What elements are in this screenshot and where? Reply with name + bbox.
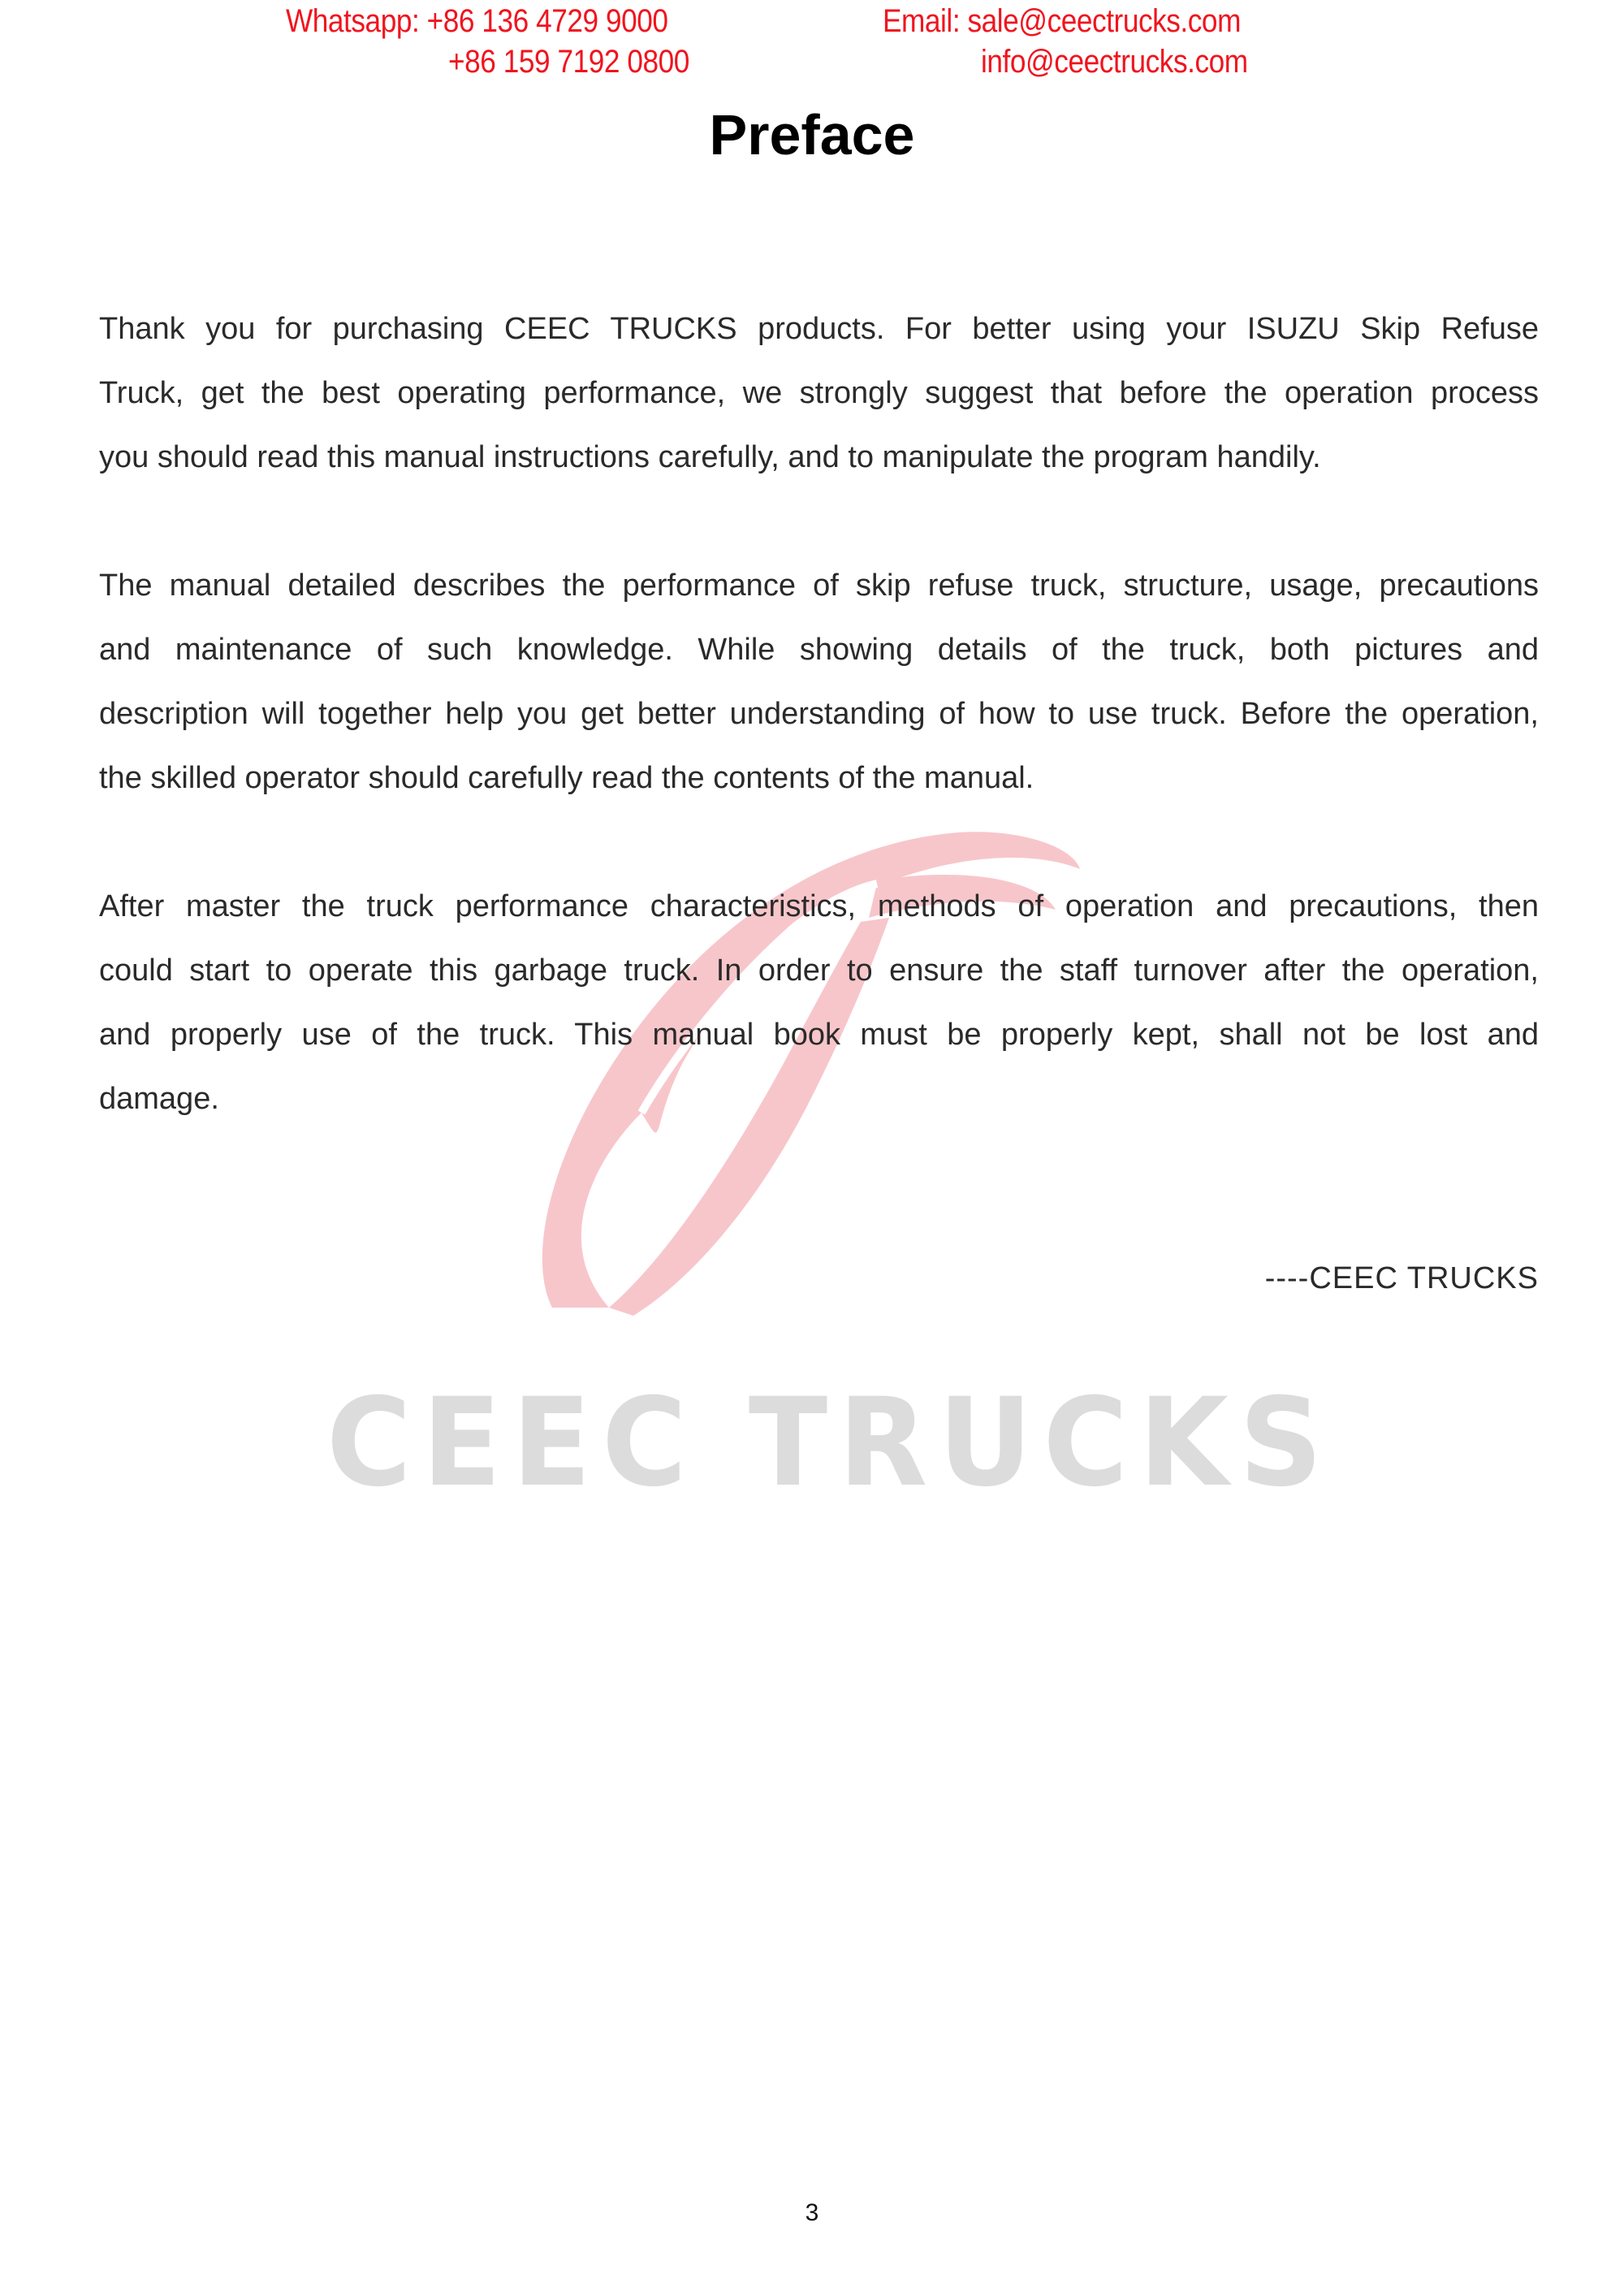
text-line: and maintenance of such knowledge. While showing details of the truck, both pictures and <box>99 633 1539 667</box>
text-line: damage. <box>99 1082 219 1116</box>
ceec-trucks-watermark: CEEC TRUCKS <box>326 1373 1334 1514</box>
paragraph-1 <box>99 297 1539 490</box>
contact-header <box>0 0 1624 89</box>
text-line: description will together help you get better understanding of how to use truck. Before the operation, <box>99 697 1539 731</box>
paragraph-2 <box>99 554 1539 811</box>
text-line: you should read this manual instructions carefully, and to manipulate the program handily. <box>99 440 1321 474</box>
text-line: Thank you for purchasing CEEC TRUCKS products. For better using your ISUZU Skip Refuse <box>99 312 1539 346</box>
email-primary: Email: sale@ceectrucks.com <box>883 3 1241 39</box>
whatsapp-secondary: +86 159 7192 0800 <box>448 44 689 80</box>
email-secondary: info@ceectrucks.com <box>981 44 1248 80</box>
paragraph-3 <box>99 875 1539 1131</box>
whatsapp-primary: Whatsapp: +86 136 4729 9000 <box>286 3 668 39</box>
text-line: could start to operate this garbage truck. In order to ensure the staff turnover after the operation, <box>99 953 1539 988</box>
preface-body <box>99 297 1539 1196</box>
text-line: The manual detailed describes the performance of skip refuse truck, structure, usage, precautions <box>99 569 1539 603</box>
text-line: After master the truck performance characteristics, methods of operation and precautions, then <box>99 889 1539 923</box>
text-line: Truck, get the best operating performance, we strongly suggest that before the operation process <box>99 376 1539 410</box>
page-number: 3 <box>805 2199 819 2226</box>
page-title: Preface <box>709 103 915 166</box>
text-line: and properly use of the truck. This manual book must be properly kept, shall not be lost and <box>99 1018 1539 1052</box>
text-line: the skilled operator should carefully read the contents of the manual. <box>99 761 1034 795</box>
signature: ----CEEC TRUCKS <box>1264 1261 1539 1295</box>
